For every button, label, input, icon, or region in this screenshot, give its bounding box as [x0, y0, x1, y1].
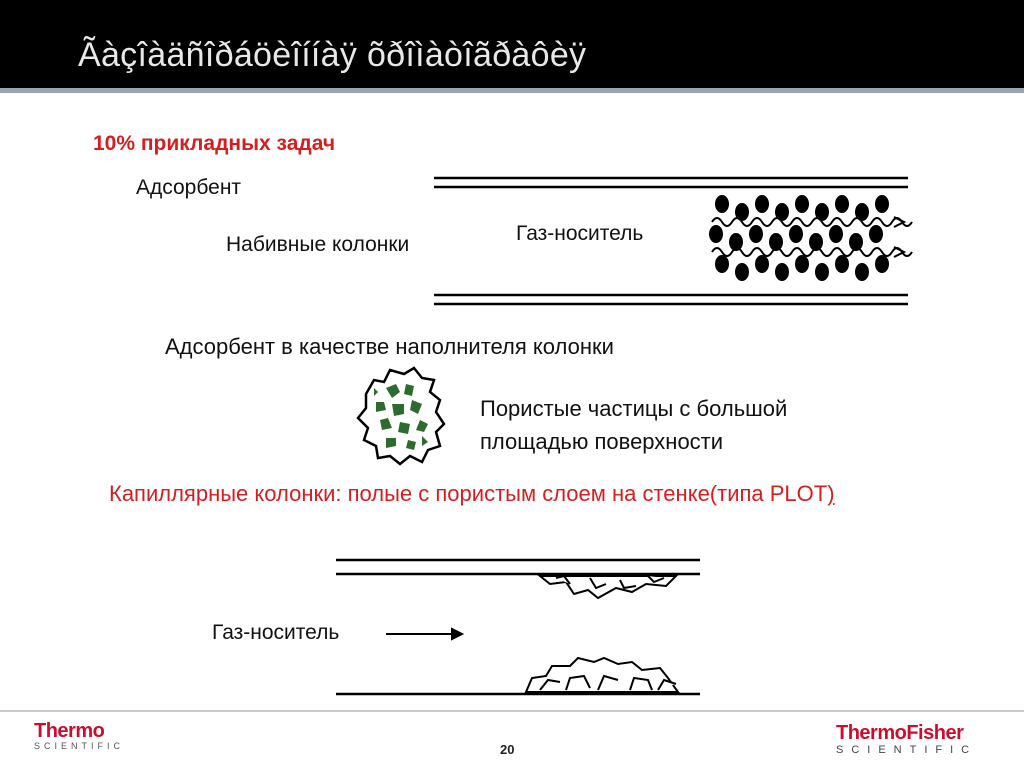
- footer-divider: [0, 710, 1024, 712]
- carrier-gas-label-2: Газ-носитель: [212, 621, 340, 644]
- porous-particles-text: Пористые частицы с большой площадью поверхности: [480, 396, 788, 454]
- page-number: 20: [500, 742, 515, 757]
- thermo-scientific-logo: [34, 720, 124, 751]
- capillary-description: Капиллярные колонки: полые с пористым слоем на стенке(типа PLOT: [109, 481, 828, 506]
- right-logo-subline: SCIENTIFIC: [836, 744, 978, 756]
- left-logo-wordmark: Thermo: [34, 720, 105, 742]
- slide-title: Ãàçîàäñîðáöèîííàÿ õðîìàòîãðàôèÿ: [78, 36, 587, 74]
- packed-columns-label: Набивные колонки: [226, 233, 410, 256]
- plot-wall-layer-icon: [526, 576, 678, 692]
- capillary-closing-paren: ): [827, 481, 835, 506]
- right-logo-wordmark: ThermoFisher: [836, 722, 964, 744]
- adsorbent-filler-label: Адсорбент в качестве наполнителя колонки: [165, 334, 614, 359]
- left-logo-subline: SCIENTIFIC: [34, 741, 125, 751]
- subtitle: 10% прикладных задач: [93, 132, 336, 155]
- carrier-gas-label: Газ-носитель: [516, 222, 644, 245]
- adsorbent-label: Адсорбент: [136, 176, 242, 199]
- arrow-right-icon: [386, 629, 462, 639]
- thermo-fisher-logo: [836, 722, 977, 756]
